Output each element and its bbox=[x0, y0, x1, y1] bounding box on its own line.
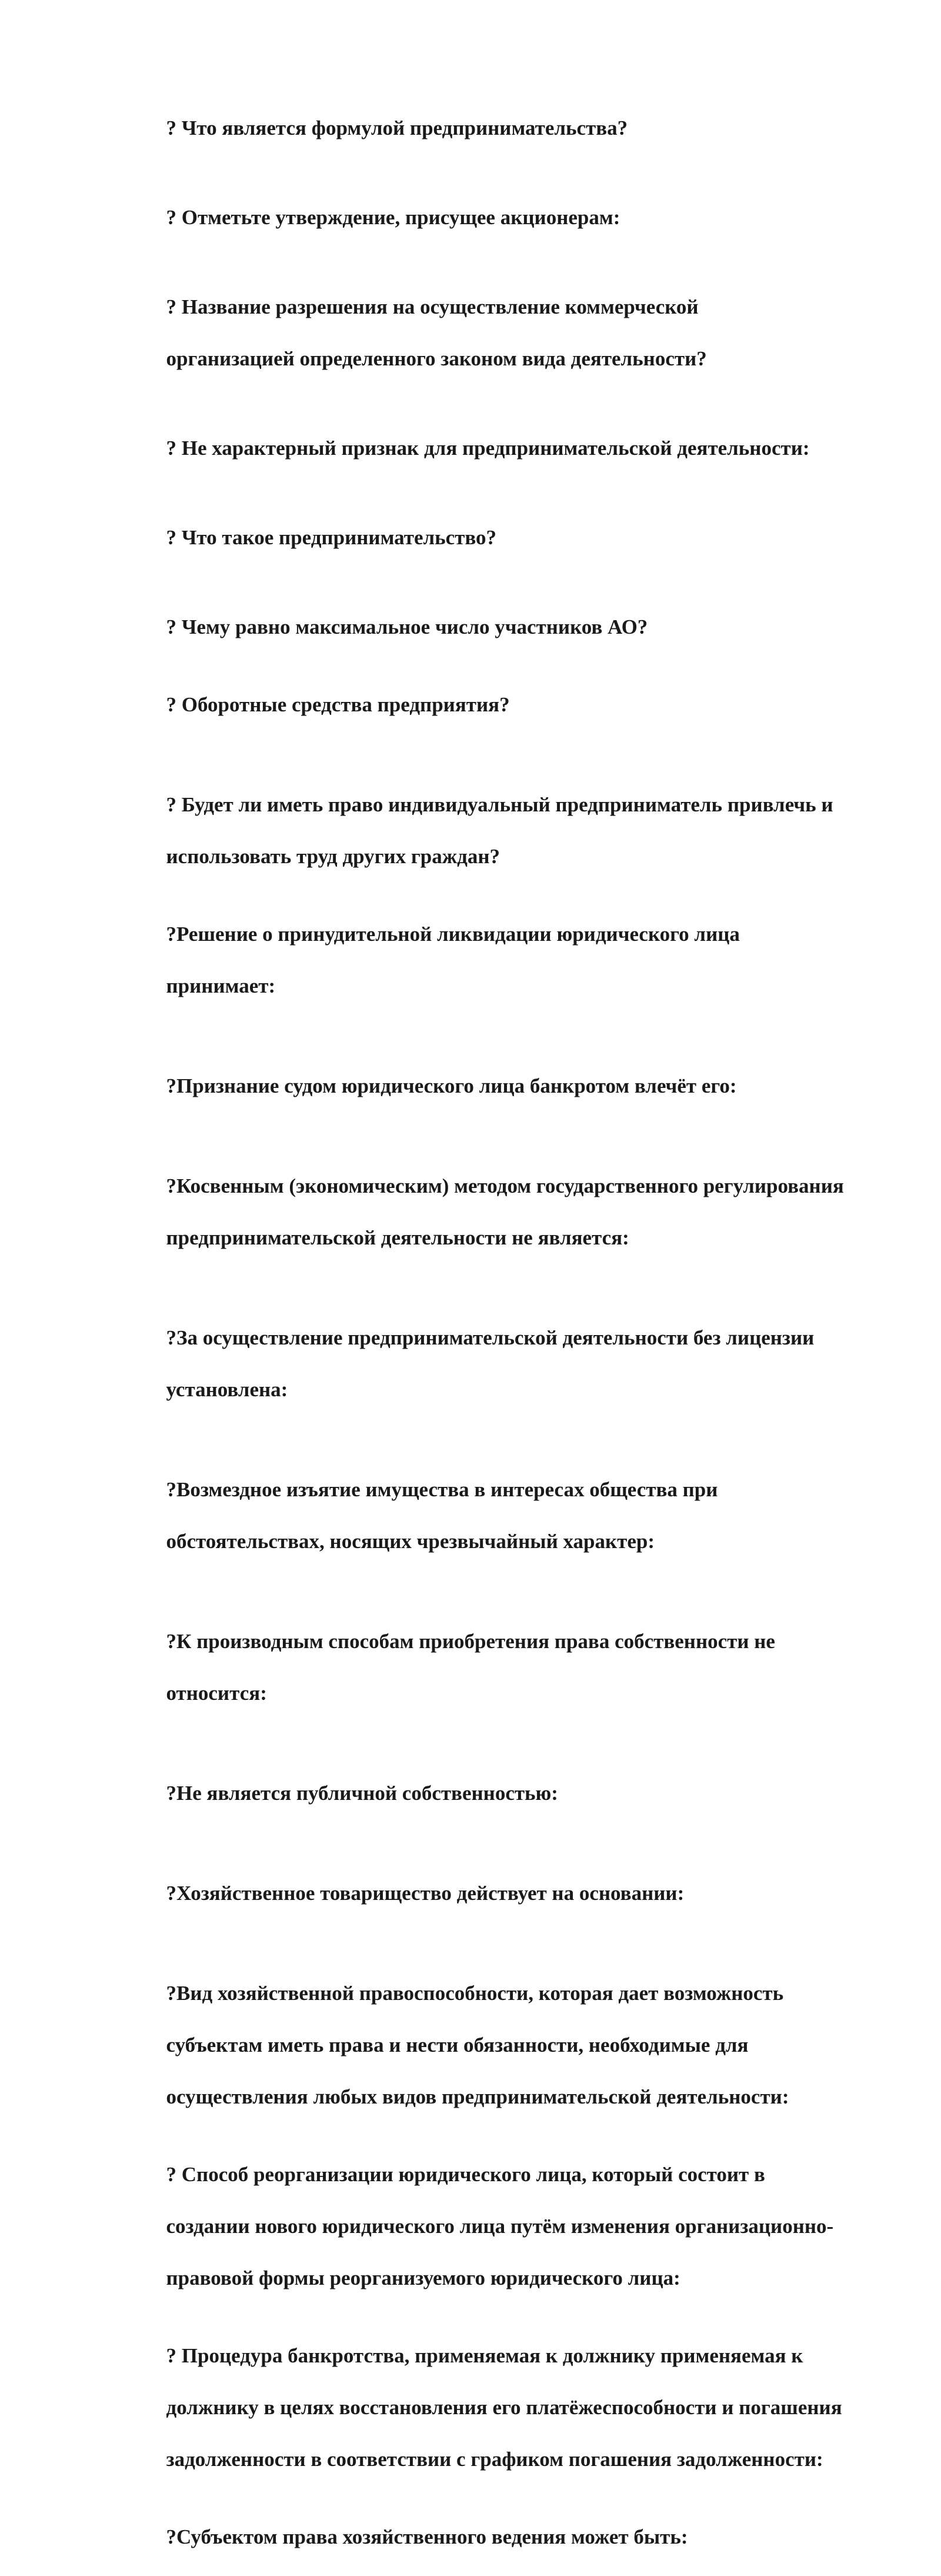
question-line: предпринимательской деятельности не является: bbox=[166, 1226, 629, 1249]
question-16 bbox=[135, 1855, 900, 1932]
question-line: ?Решение о принудительной ликвидации юридического лица bbox=[166, 923, 740, 946]
question-4 bbox=[135, 410, 900, 487]
question-line: принимает: bbox=[166, 974, 276, 997]
question-9 bbox=[135, 896, 900, 1025]
question-7 bbox=[135, 666, 900, 744]
question-line: ?Признание судом юридического лица банкротом влечёт его: bbox=[166, 1074, 737, 1097]
question-17 bbox=[135, 1955, 900, 2136]
question-line: ? Чему равно максимальное число участников АО? bbox=[166, 615, 648, 638]
question-line: ?Косвенным (экономическим) методом государственного регулирования bbox=[166, 1174, 844, 1197]
question-line: ? Что такое предпринимательство? bbox=[166, 526, 497, 549]
question-1 bbox=[135, 89, 900, 167]
question-line: обстоятельствах, носящих чрезвычайный характер: bbox=[166, 1530, 655, 1553]
question-line: ? Процедура банкротства, применяемая к должнику применяемая к bbox=[166, 2344, 803, 2367]
question-6 bbox=[135, 588, 900, 666]
question-line: ?За осуществление предпринимательской деятельности без лицензии bbox=[166, 1326, 815, 1349]
question-8 bbox=[135, 766, 900, 896]
question-2 bbox=[135, 179, 900, 257]
question-line: ?К производным способам приобретения права собственности не bbox=[166, 1630, 775, 1653]
question-line: создании нового юридического лица путём изменения организационно- bbox=[166, 2215, 834, 2238]
question-line: правовой формы реорганизуемого юридического лица: bbox=[166, 2267, 680, 2289]
question-line: ?Вид хозяйственной правоспособности, которая дает возможность bbox=[166, 1982, 784, 2005]
question-18 bbox=[135, 2136, 900, 2317]
question-11 bbox=[135, 1147, 900, 1277]
question-line: осуществления любых видов предпринимательской деятельности: bbox=[166, 2085, 789, 2108]
question-line: ?Не является публичной собственностью: bbox=[166, 1782, 558, 1805]
question-line: ?Возмездное изъятие имущества в интересах общества при bbox=[166, 1478, 718, 1501]
question-line: ?Субъектом права хозяйственного ведения может быть: bbox=[166, 2525, 688, 2548]
question-14 bbox=[135, 1603, 900, 1732]
question-15 bbox=[135, 1755, 900, 1832]
question-list bbox=[135, 89, 900, 2576]
question-line: установлена: bbox=[166, 1378, 288, 1401]
question-line: ? Способ реорганизации юридического лица, который состоит в bbox=[166, 2163, 765, 2186]
question-line: ? Оборотные средства предприятия? bbox=[166, 693, 510, 716]
question-line: задолженности в соответствии с графиком погашения задолженности: bbox=[166, 2448, 823, 2471]
question-19 bbox=[135, 2317, 900, 2498]
question-12 bbox=[135, 1299, 900, 1429]
question-line: должнику в целях восстановления его платёжеспособности и погашения bbox=[166, 2396, 842, 2419]
question-line: использовать труд других граждан? bbox=[166, 845, 500, 868]
question-10 bbox=[135, 1047, 900, 1125]
question-line: относится: bbox=[166, 1682, 267, 1705]
question-13 bbox=[135, 1451, 900, 1580]
question-line: ? Что является формулой предпринимательства? bbox=[166, 117, 628, 139]
question-line: ? Название разрешения на осуществление коммерческой bbox=[166, 295, 699, 318]
question-line: ? Будет ли иметь право индивидуальный предприниматель привлечь и bbox=[166, 793, 833, 816]
question-5 bbox=[135, 499, 900, 577]
question-line: субъектам иметь права и нести обязанности, необходимые для bbox=[166, 2033, 749, 2056]
question-line: ? Не характерный признак для предпринимательской деятельности: bbox=[166, 437, 810, 460]
question-line: организацией определенного законом вида деятельности? bbox=[166, 347, 707, 370]
question-line: ?Хозяйственное товарищество действует на основании: bbox=[166, 1882, 685, 1905]
question-20 bbox=[135, 2498, 900, 2576]
question-3 bbox=[135, 268, 900, 398]
question-line: ? Отметьте утверждение, присущее акционерам: bbox=[166, 206, 620, 229]
